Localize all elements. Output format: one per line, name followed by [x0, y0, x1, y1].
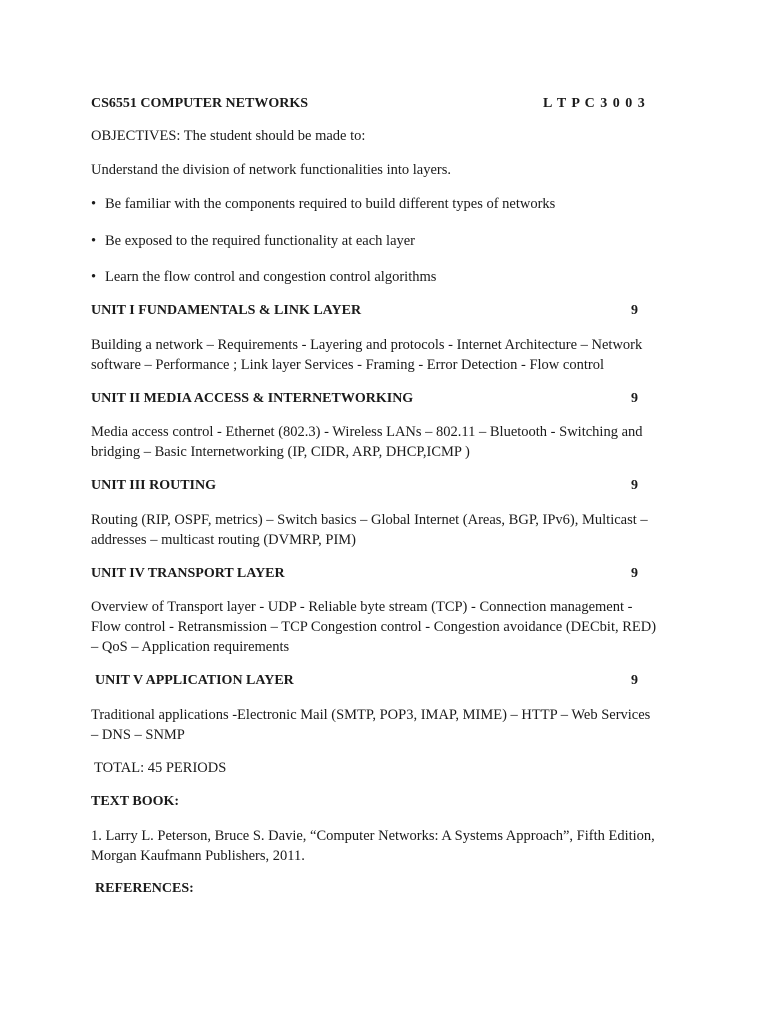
objectives-heading: OBJECTIVES: The student should be made to: [91, 128, 366, 144]
unit-1-content [91, 335, 681, 375]
objective-text: Be familiar with the components required to build different types of networks [105, 196, 556, 212]
content-line: Traditional applications -Electronic Mail (SMTP, POP3, IMAP, MIME) – HTTP – Web Services [91, 707, 651, 723]
content-line: addresses – multicast routing (DVMRP, PIM) [91, 532, 357, 548]
content-line: software – Performance ; Link layer Services - Framing - Error Detection - Flow control [91, 357, 604, 373]
bullet-icon: • [91, 233, 97, 249]
unit-hours: 9 [631, 566, 638, 581]
content-line: 1. Larry L. Peterson, Bruce S. Davie, “Computer Networks: A Systems Approach”, Fifth Edition, [91, 828, 655, 844]
course-title: CS6551 COMPUTER NETWORKS [91, 96, 309, 111]
text-book-entry [91, 826, 681, 866]
unit-hours: 9 [631, 478, 638, 493]
unit-5-heading [95, 671, 695, 691]
references-heading: REFERENCES: [95, 881, 194, 896]
unit-2-content [91, 422, 681, 462]
content-line: Overview of Transport layer - UDP - Reliable byte stream (TCP) - Connection management - [91, 599, 633, 615]
unit-title: UNIT V APPLICATION LAYER [95, 673, 294, 688]
unit-3-heading [91, 476, 691, 496]
content-line: Routing (RIP, OSPF, metrics) – Switch basics – Global Internet (Areas, BGP, IPv6), Multicast – [91, 512, 648, 528]
unit-title: UNIT I FUNDAMENTALS & LINK LAYER [91, 303, 362, 318]
unit-hours: 9 [631, 303, 638, 318]
unit-title: UNIT II MEDIA ACCESS & INTERNETWORKING [91, 391, 414, 406]
course-header [91, 94, 691, 114]
content-line: Media access control - Ethernet (802.3) - Wireless LANs – 802.11 – Bluetooth - Switching and [91, 424, 643, 440]
unit-title: UNIT III ROUTING [91, 478, 216, 493]
total-periods: TOTAL: 45 PERIODS [94, 760, 227, 776]
bullet-icon: • [91, 269, 97, 285]
unit-hours: 9 [631, 391, 638, 406]
content-line: Morgan Kaufmann Publishers, 2011. [91, 848, 305, 864]
objective-text: Learn the flow control and congestion control algorithms [105, 269, 437, 285]
unit-2-heading [91, 389, 691, 409]
content-line: – DNS – SNMP [91, 727, 185, 743]
content-line: Flow control - Retransmission – TCP Congestion control - Congestion avoidance (DECbit, RED) [91, 619, 657, 635]
content-line: – QoS – Application requirements [91, 639, 290, 655]
content-line: Building a network – Requirements - Layering and protocols - Internet Architecture – Network [91, 337, 643, 353]
text-book-heading: TEXT BOOK: [91, 794, 180, 809]
ltpc-credits: L T P C 3 0 0 3 [543, 96, 646, 111]
unit-4-content [91, 597, 681, 657]
unit-3-content [91, 510, 681, 550]
bullet-icon: • [91, 196, 97, 212]
objectives-intro: Understand the division of network functionalities into layers. [91, 162, 452, 178]
unit-hours: 9 [631, 673, 638, 688]
unit-5-content [91, 705, 681, 745]
unit-1-heading [91, 301, 691, 321]
objective-text: Be exposed to the required functionality at each layer [105, 233, 416, 249]
unit-title: UNIT IV TRANSPORT LAYER [91, 566, 285, 581]
unit-4-heading [91, 564, 691, 584]
content-line: bridging – Basic Internetworking (IP, CIDR, ARP, DHCP,ICMP ) [91, 444, 470, 460]
